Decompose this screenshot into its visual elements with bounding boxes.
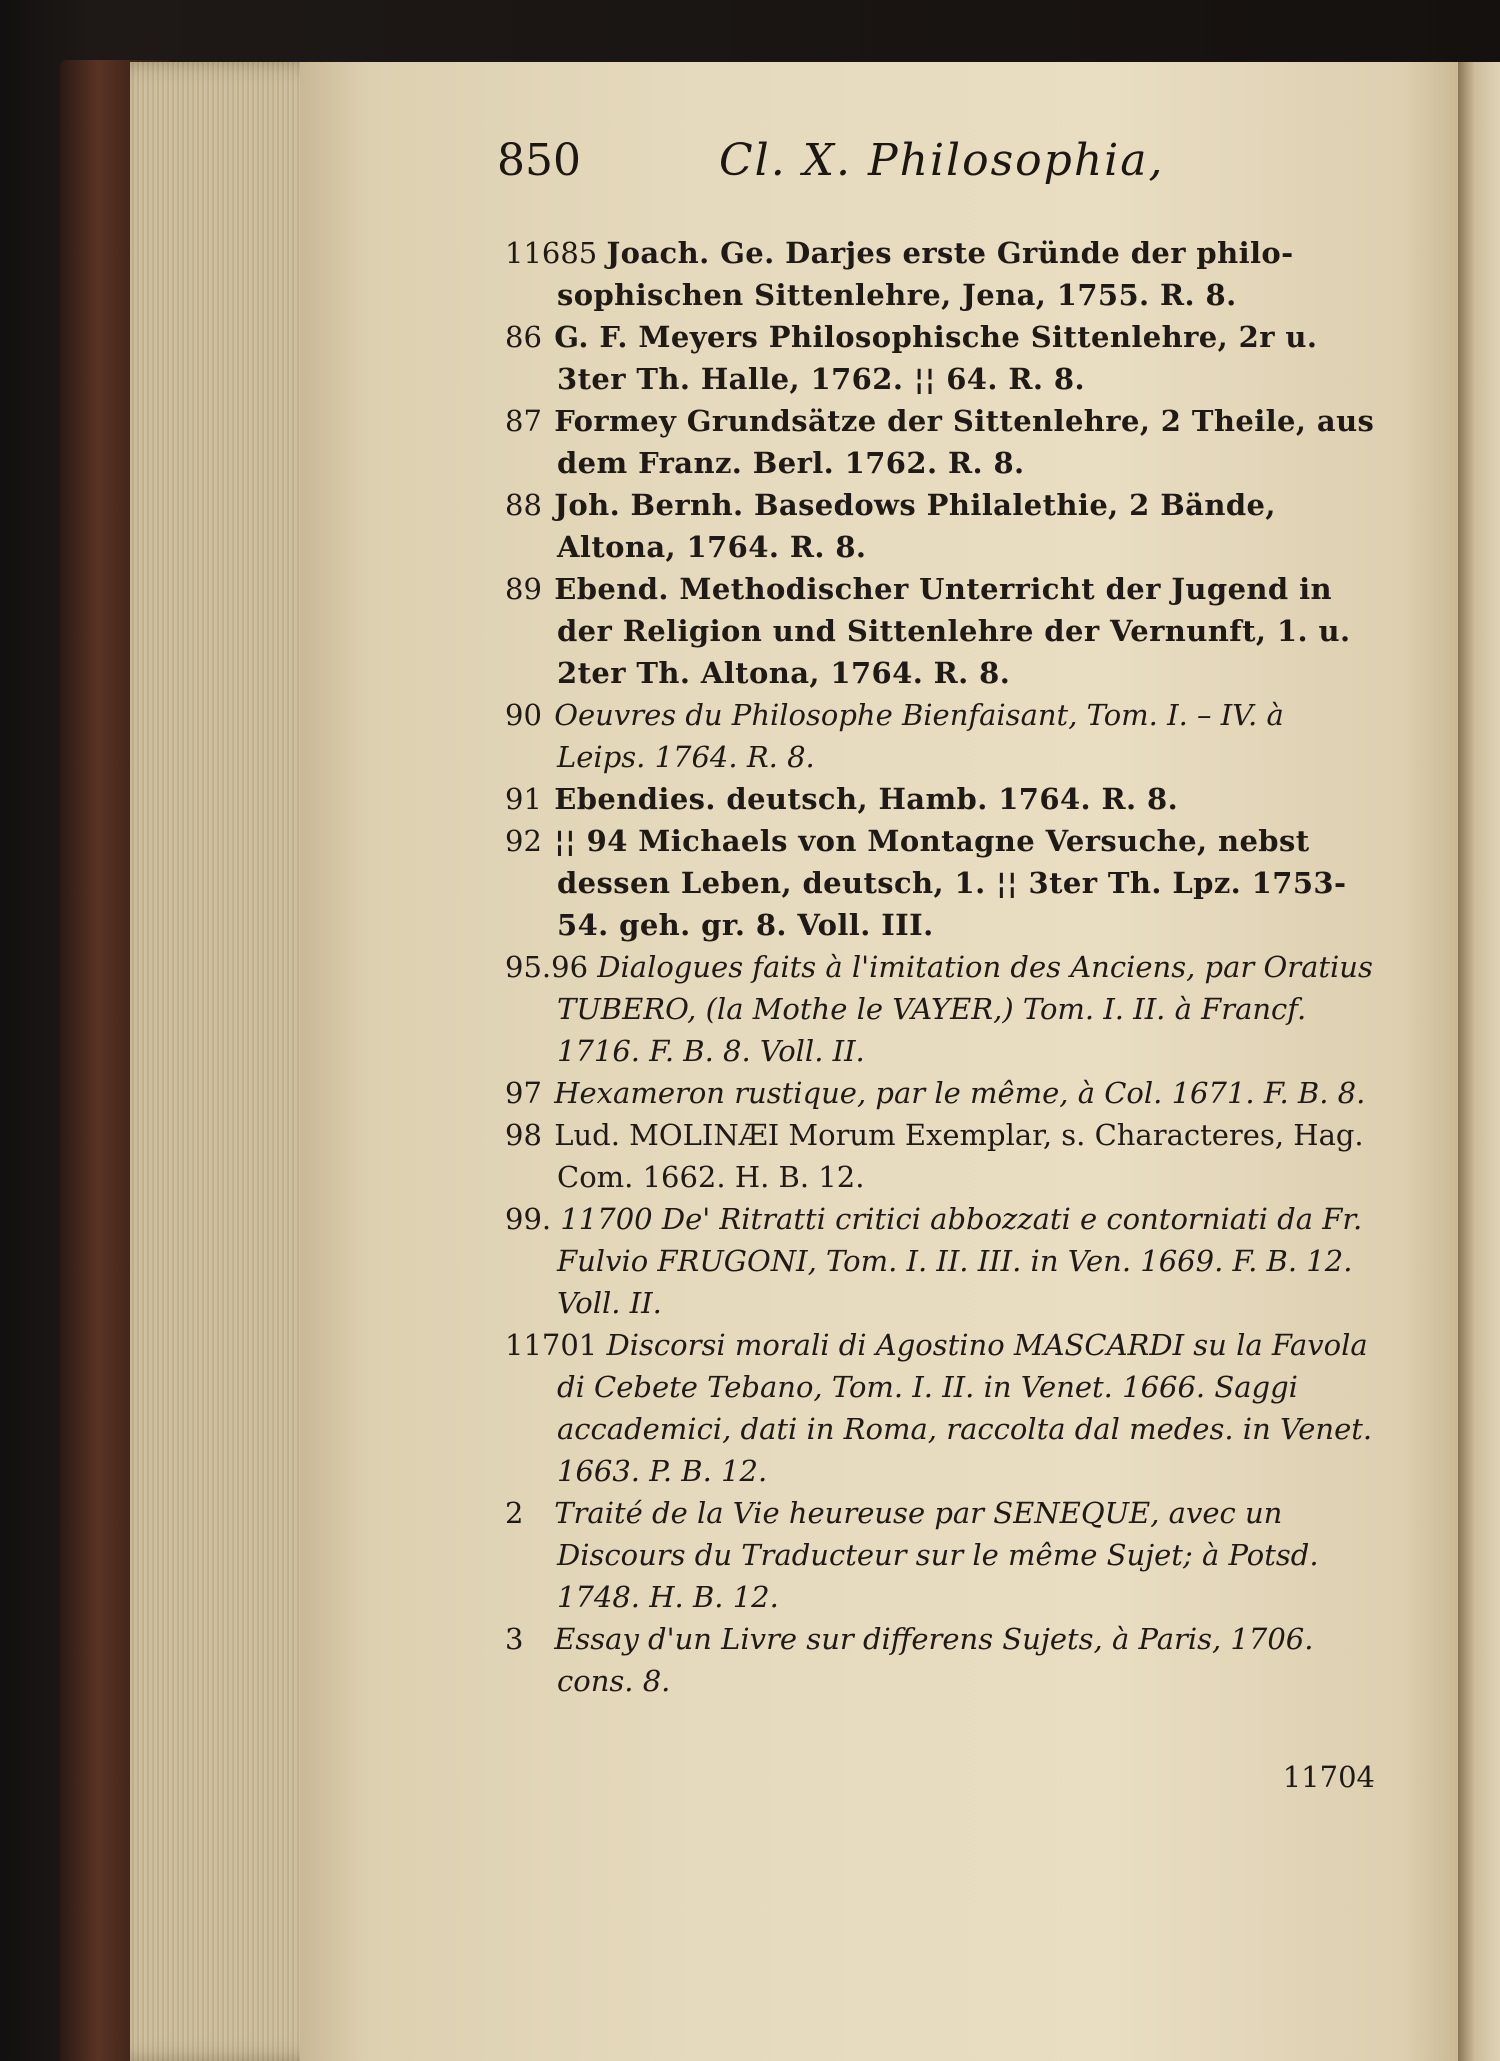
entry-text: ¦¦ 94 Michaels von Montagne Versuche, nebst dessen Leben, deutsch, 1. ¦¦ 3ter Th. Lpz. 1753-54. geh. gr. 8. Voll. III. — [554, 824, 1347, 942]
catalog-entry — [505, 1492, 1375, 1618]
catalog-entry — [505, 568, 1375, 694]
entry-number: 2 — [505, 1496, 524, 1530]
entry-text: G. F. Meyers Philosophische Sittenlehre, 2r u. 3ter Th. Halle, 1762. ¦¦ 64. R. 8. — [554, 320, 1318, 396]
entry-text: Oeuvres du Philosophe Bienfaisant, Tom. I. – IV. à Leips. 1764. R. 8. — [554, 698, 1284, 774]
catalog-entry — [505, 232, 1375, 316]
entry-text: Ebend. Methodischer Unterricht der Jugend in der Religion und Sittenlehre der Vernunft, 1. u. 2ter Th. Altona, 1764. R. 8. — [554, 572, 1351, 690]
entry-number: 86 — [505, 320, 542, 354]
entry-text: Dialogues faits à l'imitation des Anciens, par Oratius TUBERO, (la Mothe le VAYER,) Tom. I. II. à Francf. 1716. F. B. 8. Voll. II. — [557, 950, 1373, 1068]
entry-number: 11701 — [505, 1328, 598, 1362]
entry-number: 11685 — [505, 236, 598, 270]
page-footer — [505, 1760, 1375, 1820]
entry-text: 11700 De' Ritratti critici abbozzati e contorniati da Fr. Fulvio FRUGONI, Tom. I. II. III. in Ven. 1669. F. B. 12. Voll. II. — [557, 1202, 1363, 1320]
catalog-entry — [505, 694, 1375, 778]
entry-number: 97 — [505, 1076, 542, 1110]
catalog-entry — [505, 820, 1375, 946]
facing-page-edge — [1458, 62, 1500, 2061]
catalog-entry — [505, 1198, 1375, 1324]
entry-text: Lud. MOLINÆI Morum Exemplar, s. Characteres, Hag. Com. 1662. H. B. 12. — [554, 1118, 1364, 1194]
entry-number: 99. — [505, 1202, 552, 1236]
catalog-entry — [505, 1618, 1375, 1702]
running-head: Cl. X. Philosophia, — [719, 135, 1165, 186]
catalog-entry — [505, 1072, 1375, 1114]
entry-number: 87 — [505, 404, 542, 438]
entry-text: Traité de la Vie heureuse par SENEQUE, avec un Discours du Traducteur sur le même Sujet; à Potsd. 1748. H. B. 12. — [554, 1496, 1319, 1614]
entry-text: Joach. Ge. Darjes erste Gründe der philo-sophischen Sittenlehre, Jena, 1755. R. 8. — [557, 236, 1294, 312]
catalog-entry — [505, 316, 1375, 400]
page-number: 850 — [497, 135, 581, 186]
entry-number: 91 — [505, 782, 542, 816]
entry-text: Joh. Bernh. Basedows Philalethie, 2 Bände, Altona, 1764. R. 8. — [554, 488, 1276, 564]
entry-number: 95.96 — [505, 950, 589, 984]
catalog-entry — [505, 400, 1375, 484]
catalog-entries — [505, 232, 1375, 1702]
entry-text: Discorsi morali di Agostino MASCARDI su la Favola di Cebete Tebano, Tom. I. II. in Venet. 1666. Saggi accademici, dati in Roma, raccolta dal medes. in Venet. 1663. P. B. 12. — [557, 1328, 1373, 1488]
catalog-entry — [505, 946, 1375, 1072]
catalog-entry — [505, 1114, 1375, 1198]
catchword: 11704 — [1282, 1760, 1375, 1794]
entry-number: 90 — [505, 698, 542, 732]
page-header — [497, 135, 1397, 195]
entry-text: Hexameron rustique, par le même, à Col. 1671. F. B. 8. — [554, 1076, 1366, 1110]
entry-text: Ebendies. deutsch, Hamb. 1764. R. 8. — [554, 782, 1179, 816]
entry-number: 92 — [505, 824, 542, 858]
catalog-entry — [505, 484, 1375, 568]
catalog-entry — [505, 1324, 1375, 1492]
catalog-entry — [505, 778, 1375, 820]
entry-number: 88 — [505, 488, 542, 522]
entry-text: Essay d'un Livre sur differens Sujets, à Paris, 1706. cons. 8. — [554, 1622, 1314, 1698]
entry-number: 98 — [505, 1118, 542, 1152]
entry-number: 89 — [505, 572, 542, 606]
entry-text: Formey Grundsätze der Sittenlehre, 2 Theile, aus dem Franz. Berl. 1762. R. 8. — [554, 404, 1375, 480]
entry-number: 3 — [505, 1622, 524, 1656]
